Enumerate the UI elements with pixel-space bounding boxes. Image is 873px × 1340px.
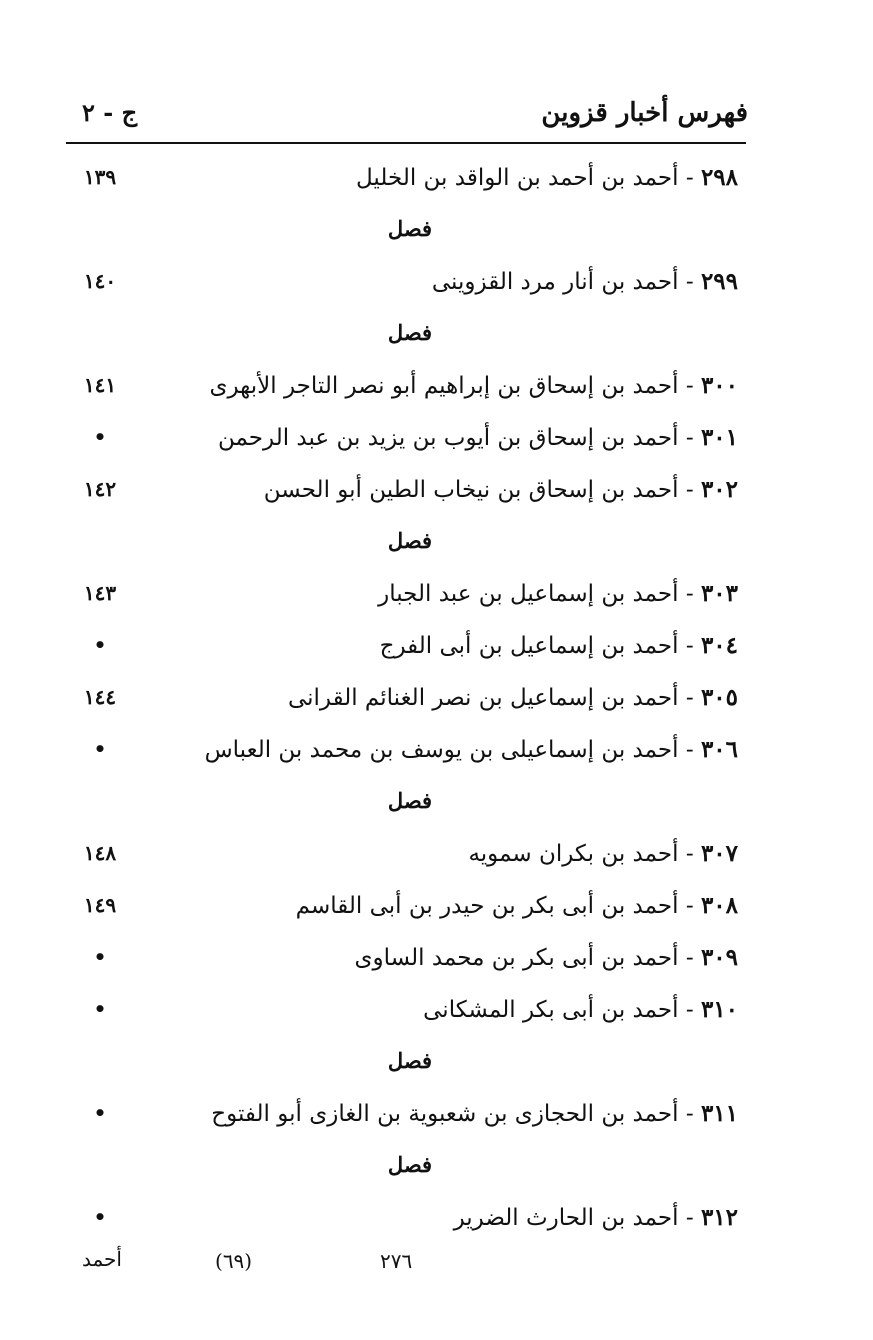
page-number: ٢٧٦ (380, 1249, 413, 1273)
section-divider (0, 1144, 873, 1196)
entry-separator: - (678, 165, 701, 191)
entry-separator: - (678, 373, 701, 399)
index-entry (0, 884, 873, 936)
entry-separator: - (678, 737, 701, 763)
section-label: فصل (387, 320, 433, 345)
entry-separator: - (678, 1101, 701, 1127)
index-list (0, 156, 873, 1248)
header-volume: ج - ٢ (82, 98, 138, 127)
index-entry (0, 676, 873, 728)
entry-text (454, 1204, 738, 1231)
entry-text (432, 268, 738, 295)
entry-text (356, 164, 738, 191)
entry-page: ١٤٩ (83, 893, 117, 917)
entry-number: ٣٠٢ (700, 476, 738, 503)
entry-page: • (93, 1101, 107, 1125)
entry-name: أحمد بن إسماعيل بن عبد الجبار (378, 581, 679, 607)
entry-number: ٣١٠ (700, 996, 738, 1023)
entry-text (218, 424, 738, 451)
entry-number: ٣٠١ (700, 424, 738, 451)
entry-name: أحمد بن إسحاق بن نيخاب الطين أبو الحسن (263, 477, 679, 503)
entry-name: أحمد بن أنار مرد القزوينى (431, 269, 679, 295)
entry-name: أحمد بن أبى بكر المشكانى (423, 997, 679, 1023)
section-divider (0, 312, 873, 364)
entry-text (423, 996, 738, 1023)
entry-number: ٢٩٨ (700, 164, 738, 191)
entry-page: • (93, 1205, 107, 1229)
entry-name: أحمد بن أحمد بن الواقد بن الخليل (356, 165, 679, 191)
entry-name: أحمد بن أبى بكر بن حيدر بن أبى القاسم (295, 893, 679, 919)
entry-page: • (93, 737, 107, 761)
header-title: فهرس أخبار قزوين (541, 98, 748, 128)
entry-number: ٣٠٩ (700, 944, 738, 971)
entry-number: ٢٩٩ (700, 268, 738, 295)
section-label: فصل (387, 788, 433, 813)
entry-separator: - (678, 945, 701, 971)
entry-page: ١٤٤ (83, 685, 117, 709)
entry-separator: - (678, 997, 701, 1023)
entry-number: ٣٠٦ (700, 736, 738, 763)
section-divider (0, 1040, 873, 1092)
entry-separator: - (678, 685, 701, 711)
entry-separator: - (678, 1205, 701, 1231)
entry-page: ١٤٣ (83, 581, 117, 605)
entry-name: أحمد بن إسماعيل بن نصر الغنائم القرانى (287, 685, 679, 711)
catchword: أحمد (82, 1247, 122, 1271)
section-label: فصل (387, 1152, 433, 1177)
entry-page: • (93, 425, 107, 449)
index-entry (0, 936, 873, 988)
index-entry (0, 1196, 873, 1248)
entry-separator: - (678, 425, 701, 451)
entry-number: ٣٠٧ (700, 840, 738, 867)
entry-page: ١٤١ (83, 373, 117, 397)
section-divider (0, 208, 873, 260)
entry-name: أحمد بن إسماعيل بن أبى الفرج (379, 633, 679, 659)
index-entry (0, 728, 873, 780)
index-entry (0, 1092, 873, 1144)
entry-page: • (93, 945, 107, 969)
entry-text (380, 632, 738, 659)
index-entry (0, 624, 873, 676)
entry-text (355, 944, 738, 971)
entry-separator: - (678, 841, 701, 867)
entry-text (378, 580, 738, 607)
entry-number: ٣١١ (700, 1100, 738, 1127)
entry-text (205, 736, 738, 763)
index-entry (0, 416, 873, 468)
entry-text (264, 476, 738, 503)
entry-name: أحمد بن بكران سمويه (468, 841, 679, 867)
index-entry (0, 364, 873, 416)
entry-number: ٣٠٠ (700, 372, 738, 399)
index-entry (0, 832, 873, 884)
entry-number: ٣٠٤ (700, 632, 738, 659)
index-entry (0, 572, 873, 624)
section-label: فصل (387, 1048, 433, 1073)
entry-text (211, 1100, 738, 1127)
section-divider (0, 520, 873, 572)
entry-text (288, 684, 738, 711)
section-label: فصل (387, 528, 433, 553)
index-entry (0, 468, 873, 520)
signature-mark: (٦٩) (215, 1249, 253, 1273)
entry-name: أحمد بن إسماعيلى بن يوسف بن محمد بن العباس (204, 737, 679, 763)
index-entry (0, 156, 873, 208)
entry-page: ١٤٢ (83, 477, 117, 501)
entry-page: ١٤٠ (83, 269, 117, 293)
index-entry (0, 260, 873, 312)
index-entry (0, 988, 873, 1040)
header-rule (66, 142, 746, 144)
entry-number: ٣٠٨ (700, 892, 738, 919)
entry-number: ٣٠٥ (700, 684, 738, 711)
entry-page: • (93, 997, 107, 1021)
entry-number: ٣٠٣ (700, 580, 738, 607)
entry-name: أحمد بن أبى بكر بن محمد الساوى (354, 945, 679, 971)
entry-separator: - (678, 581, 701, 607)
entry-name: أحمد بن الحجازى بن شعبوية بن الغازى أبو الفتوح (211, 1101, 679, 1127)
entry-separator: - (678, 269, 701, 295)
entry-separator: - (678, 893, 701, 919)
entry-text (209, 372, 738, 399)
running-header (68, 98, 748, 138)
page-footer (0, 1247, 873, 1287)
entry-name: أحمد بن إسحاق بن أيوب بن يزيد بن عبد الرحمن (218, 425, 679, 451)
entry-name: أحمد بن إسحاق بن إبراهيم أبو نصر التاجر الأبهرى (209, 373, 679, 399)
entry-number: ٣١٢ (700, 1204, 738, 1231)
section-divider (0, 780, 873, 832)
entry-separator: - (678, 477, 701, 503)
entry-name: أحمد بن الحارث الضرير (453, 1205, 679, 1231)
entry-page: • (93, 633, 107, 657)
entry-page: ١٤٨ (83, 841, 117, 865)
entry-text (296, 892, 738, 919)
entry-separator: - (678, 633, 701, 659)
entry-text (468, 840, 738, 867)
section-label: فصل (387, 216, 433, 241)
entry-page: ١٣٩ (83, 165, 117, 189)
